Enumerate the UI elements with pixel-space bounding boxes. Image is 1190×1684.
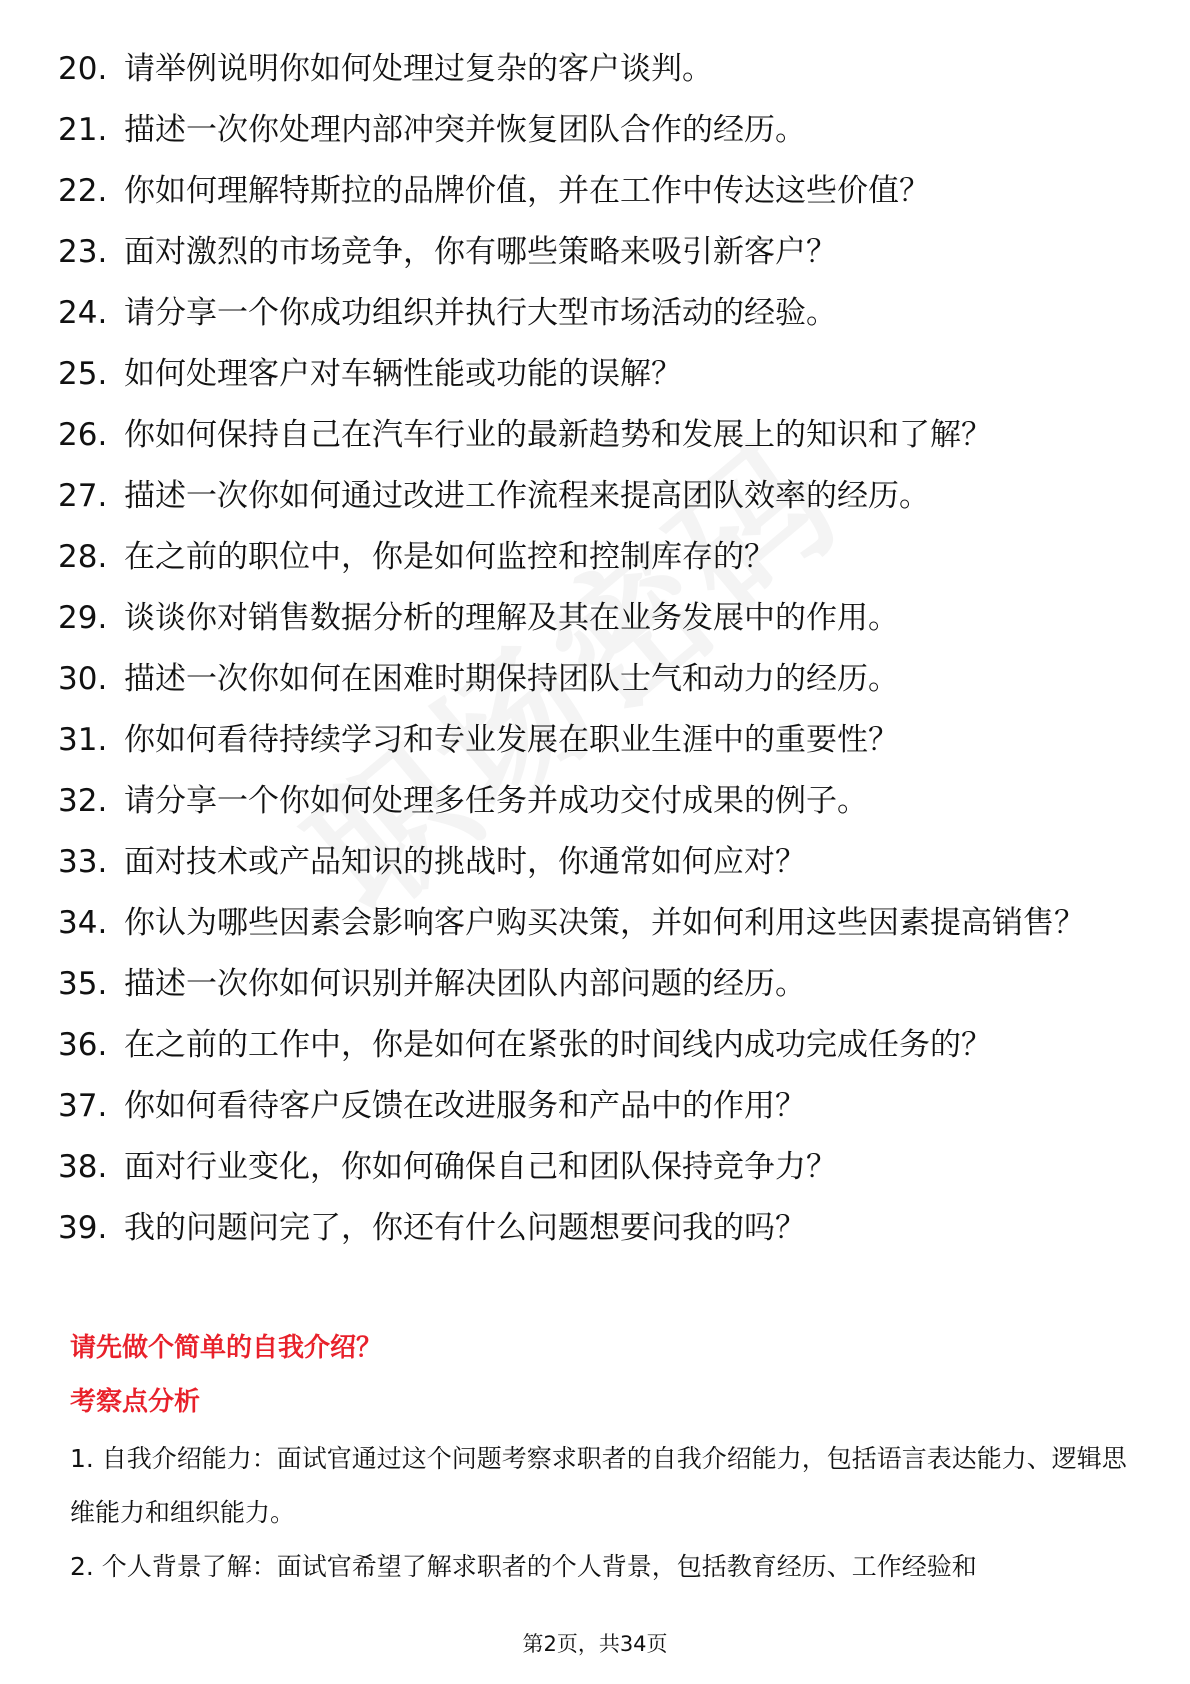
- question-text: 你如何理解特斯拉的品牌价值，并在工作中传达这些价值？: [124, 173, 930, 209]
- question-item: [58, 780, 1138, 822]
- question-item: [58, 1085, 1138, 1127]
- question-text: 你认为哪些因素会影响客户购买决策，并如何利用这些因素提高销售？: [124, 905, 1085, 941]
- question-text: 描述一次你处理内部冲突并恢复团队合作的经历。: [124, 112, 806, 148]
- question-text: 描述一次你如何通过改进工作流程来提高团队效率的经历。: [124, 478, 930, 514]
- question-item: [58, 475, 1138, 517]
- answer-section: [70, 1330, 1130, 1594]
- question-number: 35.: [58, 966, 108, 1002]
- question-item: [58, 902, 1138, 944]
- question-number: 29.: [58, 600, 108, 636]
- question-item: [58, 536, 1138, 578]
- question-number: 31.: [58, 722, 108, 758]
- analysis-item: 2. 个人背景了解：面试官希望了解求职者的个人背景，包括教育经历、工作经验和: [70, 1552, 977, 1581]
- question-number: 33.: [58, 844, 108, 880]
- question-item: [58, 109, 1138, 151]
- question-number: 34.: [58, 905, 108, 941]
- question-item: [58, 841, 1138, 883]
- question-text: 请分享一个你成功组织并执行大型市场活动的经验。: [124, 295, 837, 331]
- question-text: 面对激烈的市场竞争，你有哪些策略来吸引新客户？: [124, 234, 837, 270]
- question-item: [58, 719, 1138, 761]
- question-number: 37.: [58, 1088, 108, 1124]
- question-text: 面对技术或产品知识的挑战时，你通常如何应对？: [124, 844, 806, 880]
- question-text: 谈谈你对销售数据分析的理解及其在业务发展中的作用。: [124, 600, 899, 636]
- question-number: 22.: [58, 173, 108, 209]
- question-text: 我的问题问完了，你还有什么问题想要问我的吗？: [124, 1210, 806, 1246]
- question-item: [58, 597, 1138, 639]
- question-list: [58, 48, 1138, 1268]
- question-number: 27.: [58, 478, 108, 514]
- question-text: 在之前的工作中，你是如何在紧张的时间线内成功完成任务的？: [124, 1027, 992, 1063]
- question-item: [58, 963, 1138, 1005]
- question-item: [58, 353, 1138, 395]
- question-item: [58, 1024, 1138, 1066]
- page-number: 第2页，共34页: [522, 1632, 668, 1656]
- question-number: 38.: [58, 1149, 108, 1185]
- question-number: 24.: [58, 295, 108, 331]
- question-text: 描述一次你如何在困难时期保持团队士气和动力的经历。: [124, 661, 899, 697]
- question-number: 25.: [58, 356, 108, 392]
- question-text: 描述一次你如何识别并解决团队内部问题的经历。: [124, 966, 806, 1002]
- question-item: [58, 48, 1138, 90]
- question-text: 面对行业变化，你如何确保自己和团队保持竞争力？: [124, 1149, 837, 1185]
- question-item: [58, 292, 1138, 334]
- question-number: 39.: [58, 1210, 108, 1246]
- question-number: 32.: [58, 783, 108, 819]
- question-text: 请举例说明你如何处理过复杂的客户谈判。: [124, 51, 713, 87]
- question-number: 23.: [58, 234, 108, 270]
- question-text: 如何处理客户对车辆性能或功能的误解？: [124, 356, 682, 392]
- answer-question-title: 请先做个简单的自我介绍？: [70, 1333, 383, 1363]
- question-text: 在之前的职位中，你是如何监控和控制库存的？: [124, 539, 775, 575]
- question-text: 你如何看待客户反馈在改进服务和产品中的作用？: [124, 1088, 806, 1124]
- question-number: 21.: [58, 112, 108, 148]
- question-item: [58, 1146, 1138, 1188]
- question-item: [58, 1207, 1138, 1249]
- question-number: 30.: [58, 661, 108, 697]
- question-text: 请分享一个你如何处理多任务并成功交付成果的例子。: [124, 783, 868, 819]
- question-text: 你如何看待持续学习和专业发展在职业生涯中的重要性？: [124, 722, 899, 758]
- question-text: 你如何保持自己在汽车行业的最新趋势和发展上的知识和了解？: [124, 417, 992, 453]
- question-item: [58, 170, 1138, 212]
- question-item: [58, 414, 1138, 456]
- question-number: 36.: [58, 1027, 108, 1063]
- analysis-item: 1. 自我介绍能力：面试官通过这个问题考察求职者的自我介绍能力，包括语言表达能力、逻辑思维能力和组织能力。: [70, 1444, 1127, 1527]
- analysis-heading: 考察点分析: [70, 1387, 201, 1417]
- question-item: [58, 231, 1138, 273]
- question-item: [58, 658, 1138, 700]
- question-number: 26.: [58, 417, 108, 453]
- question-number: 20.: [58, 51, 108, 87]
- question-number: 28.: [58, 539, 108, 575]
